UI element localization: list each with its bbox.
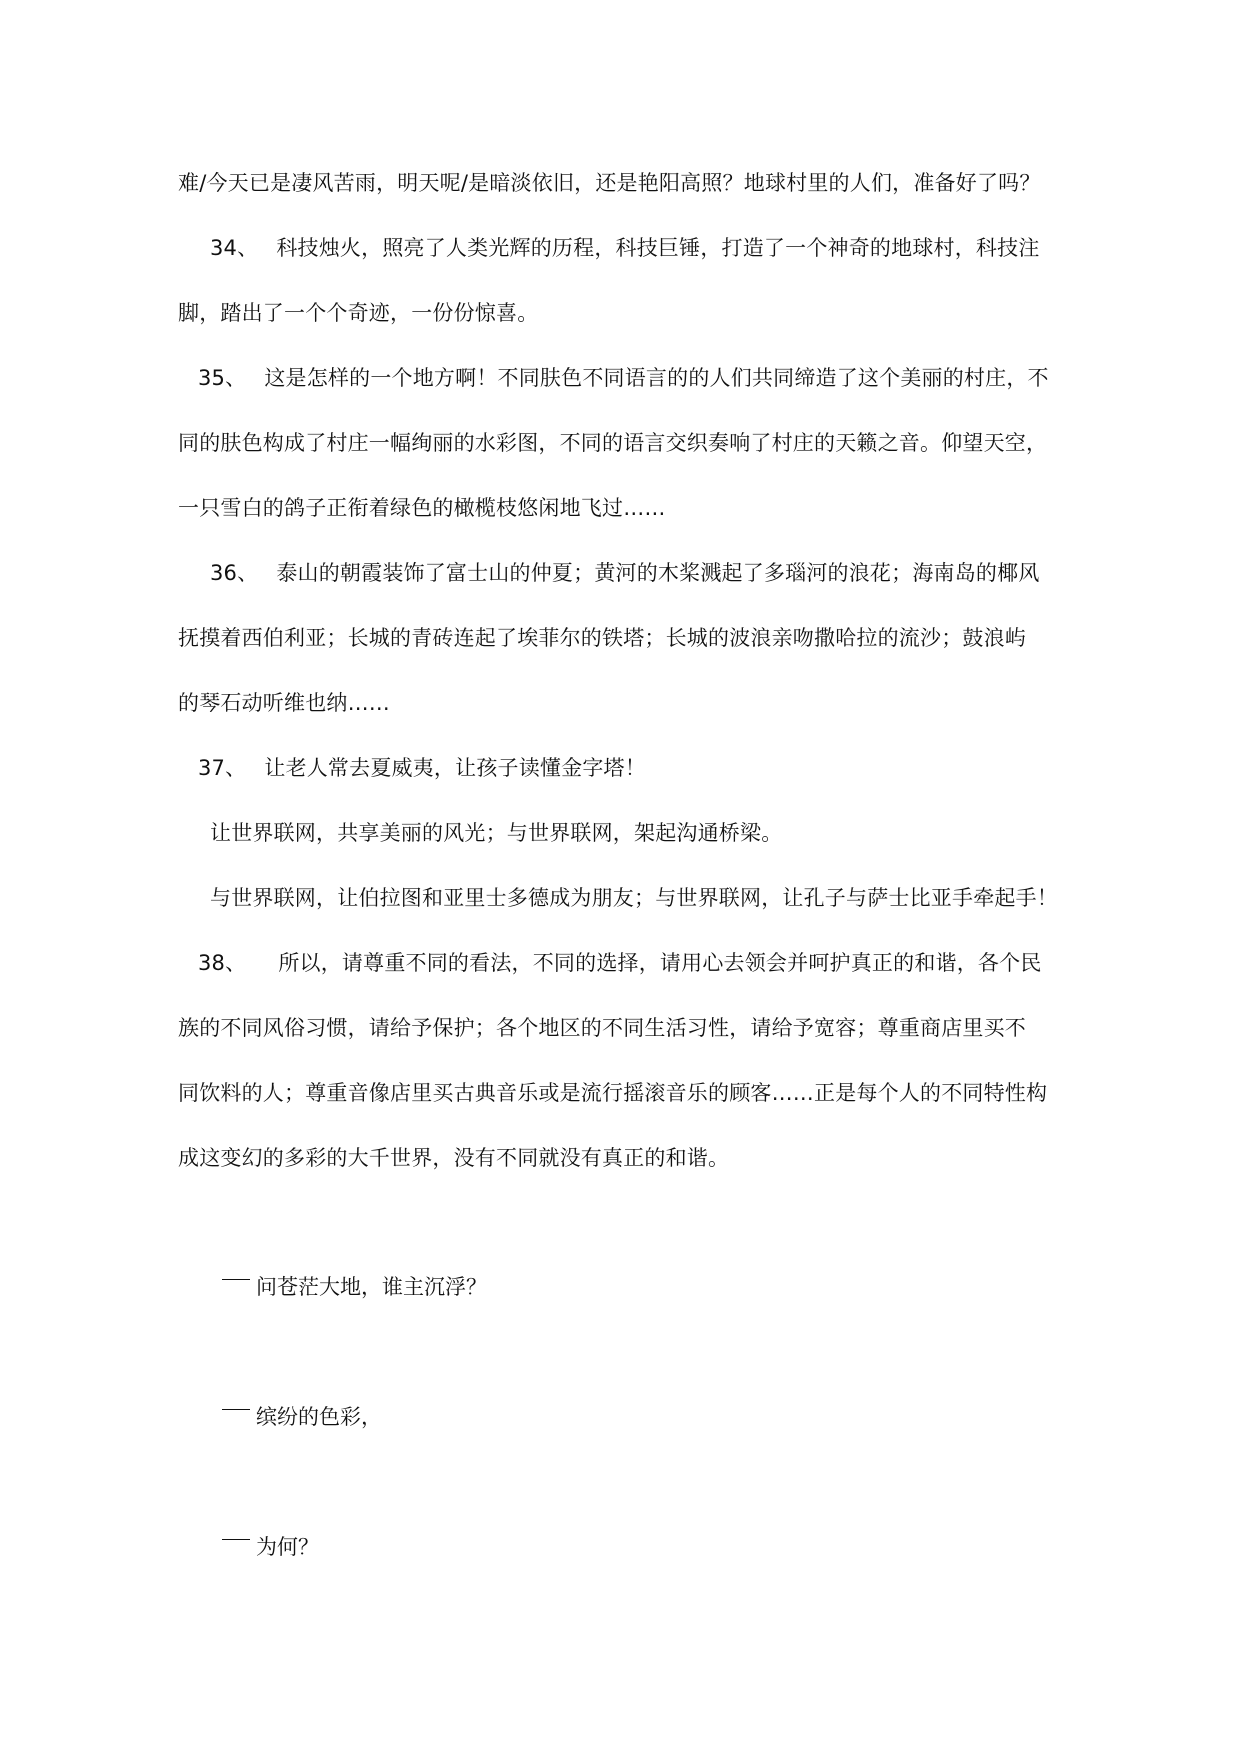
text-line — [178, 1143, 729, 1173]
numbered-line-34 — [210, 233, 1040, 263]
text-line — [178, 168, 1041, 198]
line-text: 科技烛火，照亮了人类光辉的历程，科技巨锤，打造了一个神奇的地球村，科技注 — [276, 236, 1040, 260]
dash-line — [222, 1402, 382, 1432]
line-text: 这是怎样的一个地方啊！不同肤色不同语言的的人们共同缔造了这个美丽的村庄，不 — [264, 366, 1049, 390]
item-number: 36、 — [210, 561, 259, 585]
numbered-line-35 — [198, 363, 1049, 393]
text-line — [210, 883, 1058, 913]
line-text: 缤纷的色彩， — [256, 1405, 382, 1429]
em-dash-mark — [222, 1539, 250, 1540]
line-text: 所以，请尊重不同的看法，不同的选择，请用心去领会并呵护真正的和谐，各个民 — [278, 951, 1042, 975]
text-line — [178, 623, 1026, 653]
line-text: 与世界联网，让伯拉图和亚里士多德成为朋友；与世界联网，让孔子与萨士比亚手牵起手！ — [210, 886, 1058, 910]
dash-line — [222, 1532, 319, 1562]
numbered-line-38 — [198, 948, 1042, 978]
line-text: 问苍茫大地，谁主沉浮？ — [256, 1275, 487, 1299]
text-line — [178, 688, 390, 718]
line-text: 同饮料的人；尊重音像店里买古典音乐或是流行摇滚音乐的顾客……正是每个人的不同特性构 — [178, 1081, 1048, 1105]
line-text: 成这变幻的多彩的大千世界，没有不同就没有真正的和谐。 — [178, 1146, 730, 1170]
line-text: 为何？ — [256, 1535, 319, 1559]
dash-line — [222, 1272, 487, 1302]
text-line — [178, 493, 666, 523]
line-text: 族的不同风俗习惯，请给予保护；各个地区的不同生活习性，请给予宽容；尊重商店里买不 — [178, 1016, 1026, 1040]
item-number: 34、 — [210, 236, 259, 260]
line-text: 的琴石动听维也纳…… — [178, 691, 390, 715]
line-text: 让老人常去夏威夷，让孩子读懂金字塔！ — [264, 756, 646, 780]
line-text: 让世界联网，共享美丽的风光；与世界联网，架起沟通桥梁。 — [210, 821, 783, 845]
numbered-line-37 — [198, 753, 646, 783]
item-number: 38、 — [198, 951, 247, 975]
line-text: 同的肤色构成了村庄一幅绚丽的水彩图，不同的语言交织奏响了村庄的天籁之音。仰望天空， — [178, 431, 1048, 455]
numbered-line-36 — [210, 558, 1040, 588]
text-line — [178, 1013, 1026, 1043]
item-number: 35、 — [198, 366, 247, 390]
text-line — [178, 1078, 1047, 1108]
line-text: 难/今天已是凄风苦雨，明天呢/是暗淡依旧，还是艳阳高照？地球村里的人们，准备好了吗？ — [178, 171, 1041, 195]
line-text: 脚，踏出了一个个奇迹，一份份惊喜。 — [178, 301, 539, 325]
text-line — [178, 428, 1047, 458]
text-line — [210, 818, 782, 848]
text-line — [178, 298, 538, 328]
line-text: 泰山的朝霞装饰了富士山的仲夏；黄河的木桨溅起了多瑙河的浪花；海南岛的椰风 — [276, 561, 1040, 585]
em-dash-mark — [222, 1279, 250, 1280]
em-dash-mark — [222, 1409, 250, 1410]
item-number: 37、 — [198, 756, 247, 780]
line-text: 一只雪白的鸽子正衔着绿色的橄榄枝悠闲地飞过…… — [178, 496, 666, 520]
line-text: 抚摸着西伯利亚；长城的青砖连起了埃菲尔的铁塔；长城的波浪亲吻撒哈拉的流沙；鼓浪屿 — [178, 626, 1026, 650]
